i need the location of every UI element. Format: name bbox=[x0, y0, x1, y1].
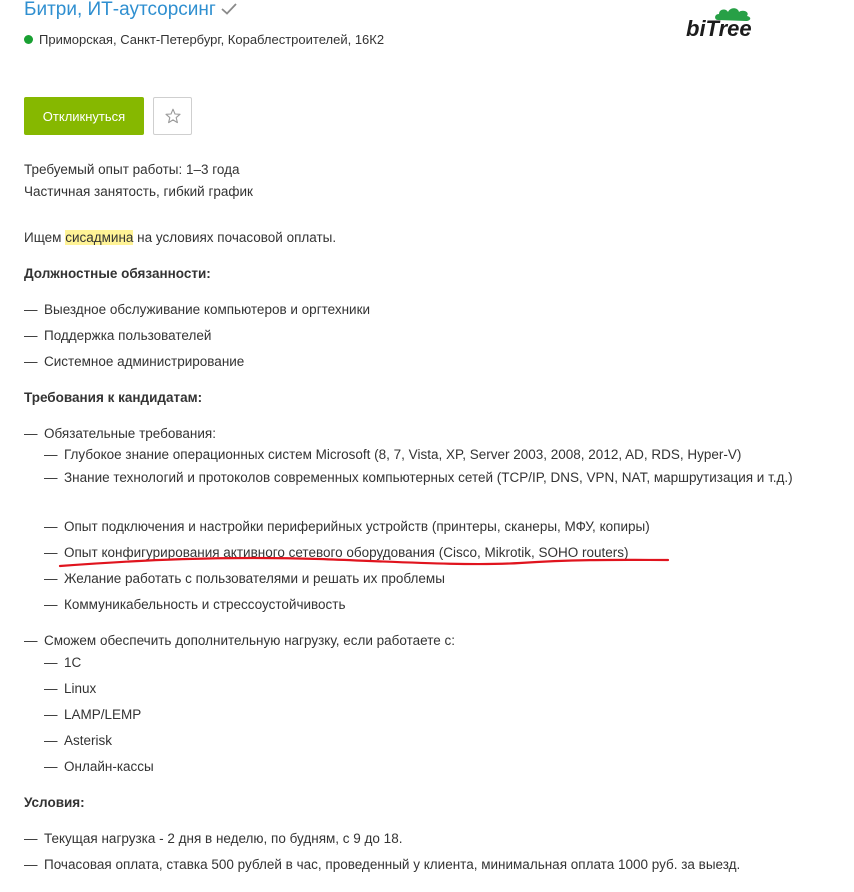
experience-text: Требуемый опыт работы: 1–3 года bbox=[24, 162, 240, 177]
condition-item: Текущая нагрузка - 2 дня в неделю, по будням, с 9 до 18. bbox=[44, 831, 403, 846]
employment-text: Частичная занятость, гибкий график bbox=[24, 184, 253, 199]
mandatory-label: Обязательные требования: bbox=[44, 426, 216, 441]
duty-item: Выездное обслуживание компьютеров и оргтехники bbox=[44, 302, 371, 317]
dash: — bbox=[44, 519, 58, 534]
dash: — bbox=[24, 857, 38, 872]
respond-button[interactable]: Откликнуться bbox=[24, 97, 144, 135]
dash: — bbox=[24, 426, 38, 441]
list-item bbox=[24, 302, 370, 317]
list-item bbox=[44, 545, 629, 560]
dash: — bbox=[44, 597, 58, 612]
list-item bbox=[24, 831, 402, 846]
list-item bbox=[24, 857, 740, 872]
dash: — bbox=[24, 328, 38, 343]
condition-item: Почасовая оплата, ставка 500 рублей в час, проведенный у клиента, минимальная оплата 1000 руб. за выезд. bbox=[44, 857, 741, 872]
duty-item: Поддержка пользователей bbox=[44, 328, 212, 343]
company-name-link[interactable] bbox=[24, 0, 237, 21]
metro-dot-icon bbox=[24, 35, 33, 44]
requirement-item: Опыт конфигурирования активного сетевого оборудования (Cisco, Mikrotik, SOHO routers) bbox=[64, 545, 629, 560]
list-item bbox=[24, 328, 211, 343]
requirements-heading: Требования к кандидатам: bbox=[24, 390, 203, 405]
list-item bbox=[44, 519, 650, 534]
list-item bbox=[44, 733, 112, 748]
extra-item: LAMP/LEMP bbox=[64, 707, 142, 722]
intro-after: на условиях почасовой оплаты. bbox=[133, 230, 337, 245]
conditions-heading: Условия: bbox=[24, 795, 85, 810]
requirement-item: Опыт подключения и настройки периферийных устройств (принтеры, сканеры, МФУ, копиры) bbox=[64, 519, 650, 534]
dash: — bbox=[44, 733, 58, 748]
favorite-button[interactable] bbox=[153, 97, 192, 135]
intro-before: Ищем bbox=[24, 230, 66, 245]
requirement-item: Знание технологий и протоколов современных компьютерных сетей (TCP/IP, DNS, VPN, NAT, маршрутизация и т.д.) bbox=[64, 470, 793, 485]
requirement-item: Желание работать с пользователями и решать их проблемы bbox=[64, 571, 445, 586]
list-item bbox=[24, 633, 455, 648]
dash: — bbox=[24, 302, 38, 317]
list-item bbox=[44, 467, 804, 489]
dash: — bbox=[44, 571, 58, 586]
intro-text bbox=[24, 230, 336, 245]
address-text: Приморская, Санкт-Петербург, Кораблестроителей, 16К2 bbox=[39, 32, 385, 47]
list-item bbox=[24, 354, 244, 369]
dash: — bbox=[44, 447, 58, 462]
extra-item: Linux bbox=[64, 681, 97, 696]
requirement-item: Коммуникабельность и стрессоустойчивость bbox=[64, 597, 346, 612]
extra-item: Asterisk bbox=[64, 733, 113, 748]
dash: — bbox=[44, 681, 58, 696]
list-item bbox=[44, 681, 96, 696]
list-item bbox=[44, 655, 81, 670]
dash: — bbox=[24, 831, 38, 846]
dash: — bbox=[44, 470, 58, 485]
list-item bbox=[44, 597, 346, 612]
company-logo[interactable] bbox=[686, 6, 756, 42]
dash: — bbox=[44, 655, 58, 670]
extra-item: 1С bbox=[64, 655, 82, 670]
company-name[interactable]: Битри, ИТ-аутсорсинг bbox=[24, 0, 216, 21]
duties-heading: Должностные обязанности: bbox=[24, 266, 211, 281]
requirement-item: Глубокое знание операционных систем Microsoft (8, 7, Vista, XP, Server 2003, 2008, 2012, AD, RDS, Hyper-V) bbox=[64, 447, 742, 462]
verified-check-icon bbox=[221, 0, 237, 21]
list-item bbox=[44, 571, 445, 586]
logo-text: biTree bbox=[686, 16, 752, 41]
extra-item: Онлайн-кассы bbox=[64, 759, 154, 774]
extra-label: Сможем обеспечить дополнительную нагрузку, если работаете с: bbox=[44, 633, 455, 648]
company-address bbox=[24, 32, 384, 47]
list-item bbox=[44, 447, 741, 462]
dash: — bbox=[24, 633, 38, 648]
dash: — bbox=[44, 545, 58, 560]
dash: — bbox=[24, 354, 38, 369]
intro-highlight: сисадмина bbox=[65, 230, 134, 245]
list-item bbox=[44, 707, 141, 722]
dash: — bbox=[44, 707, 58, 722]
dash: — bbox=[44, 759, 58, 774]
list-item bbox=[44, 759, 154, 774]
star-icon bbox=[165, 108, 181, 124]
list-item bbox=[24, 426, 216, 441]
duty-item: Системное администрирование bbox=[44, 354, 245, 369]
